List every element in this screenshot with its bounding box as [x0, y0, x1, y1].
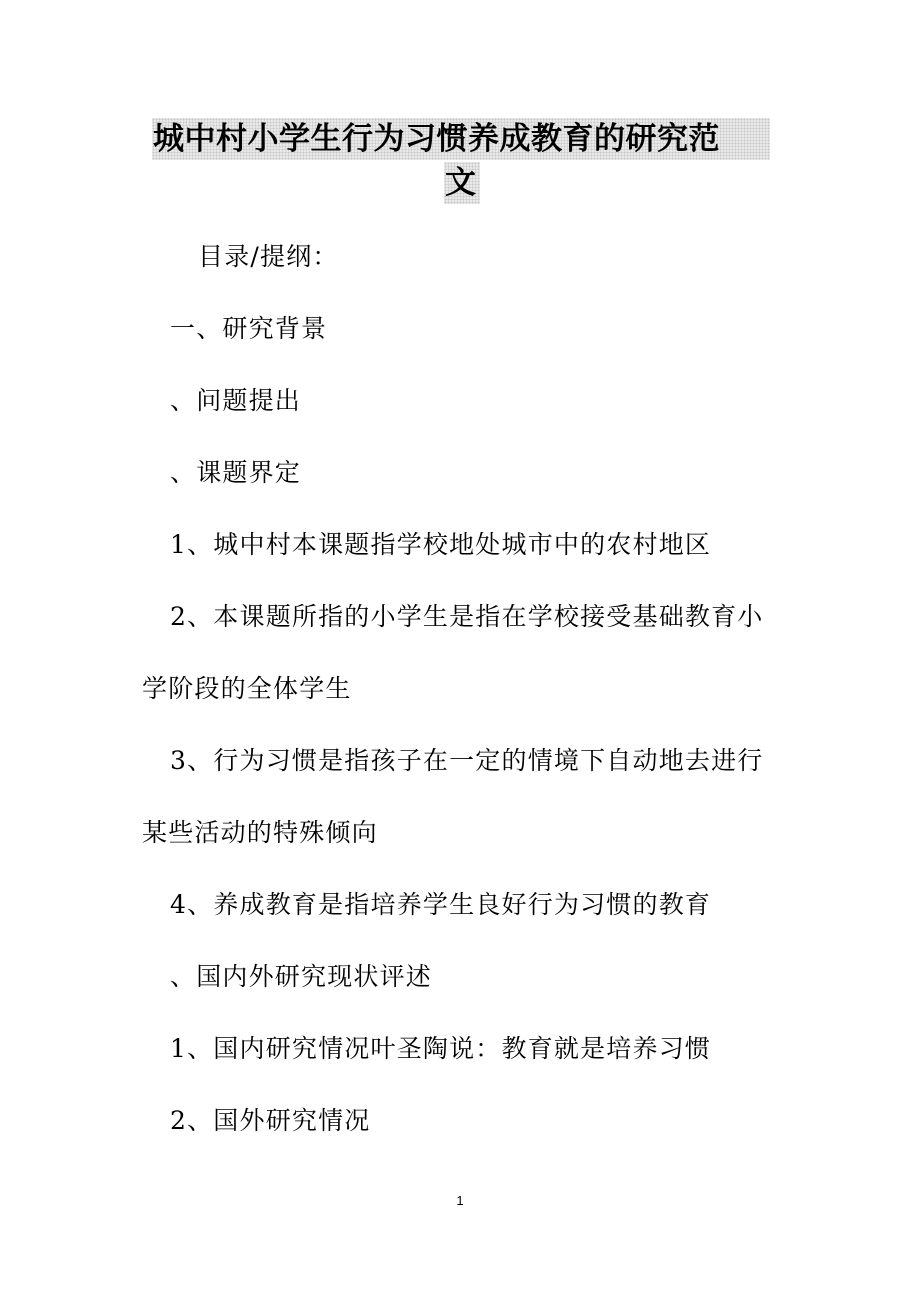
- title-line-2: 文: [444, 162, 480, 204]
- title-line-1: 城中村小学生行为习惯养成教育的研究范: [152, 118, 770, 160]
- page-number: 1: [456, 1193, 464, 1208]
- paragraph-line: 1、城中村本课题指学校地处城市中的农村地区: [170, 530, 712, 559]
- subsection-heading: 、课题界定: [170, 458, 302, 487]
- subsection-heading: 、国内外研究现状评述: [170, 962, 433, 991]
- toc-heading: 目录/提纲：: [198, 242, 339, 271]
- paragraph-line: 3、行为习惯是指孩子在一定的情境下自动地去进行: [170, 746, 764, 775]
- paragraph-line: 2、国外研究情况: [170, 1106, 371, 1135]
- paragraph-line: 某些活动的特殊倾向: [142, 818, 378, 847]
- paragraph-line: 2、本课题所指的小学生是指在学校接受基础教育小: [170, 602, 764, 631]
- section-heading: 一、研究背景: [170, 314, 328, 343]
- subsection-heading: 、问题提出: [170, 386, 302, 415]
- paragraph-line: 4、养成教育是指培养学生良好行为习惯的教育: [170, 890, 712, 919]
- paragraph-line: 1、国内研究情况叶圣陶说：教育就是培养习惯: [170, 1034, 712, 1063]
- paragraph-line: 学阶段的全体学生: [142, 674, 352, 703]
